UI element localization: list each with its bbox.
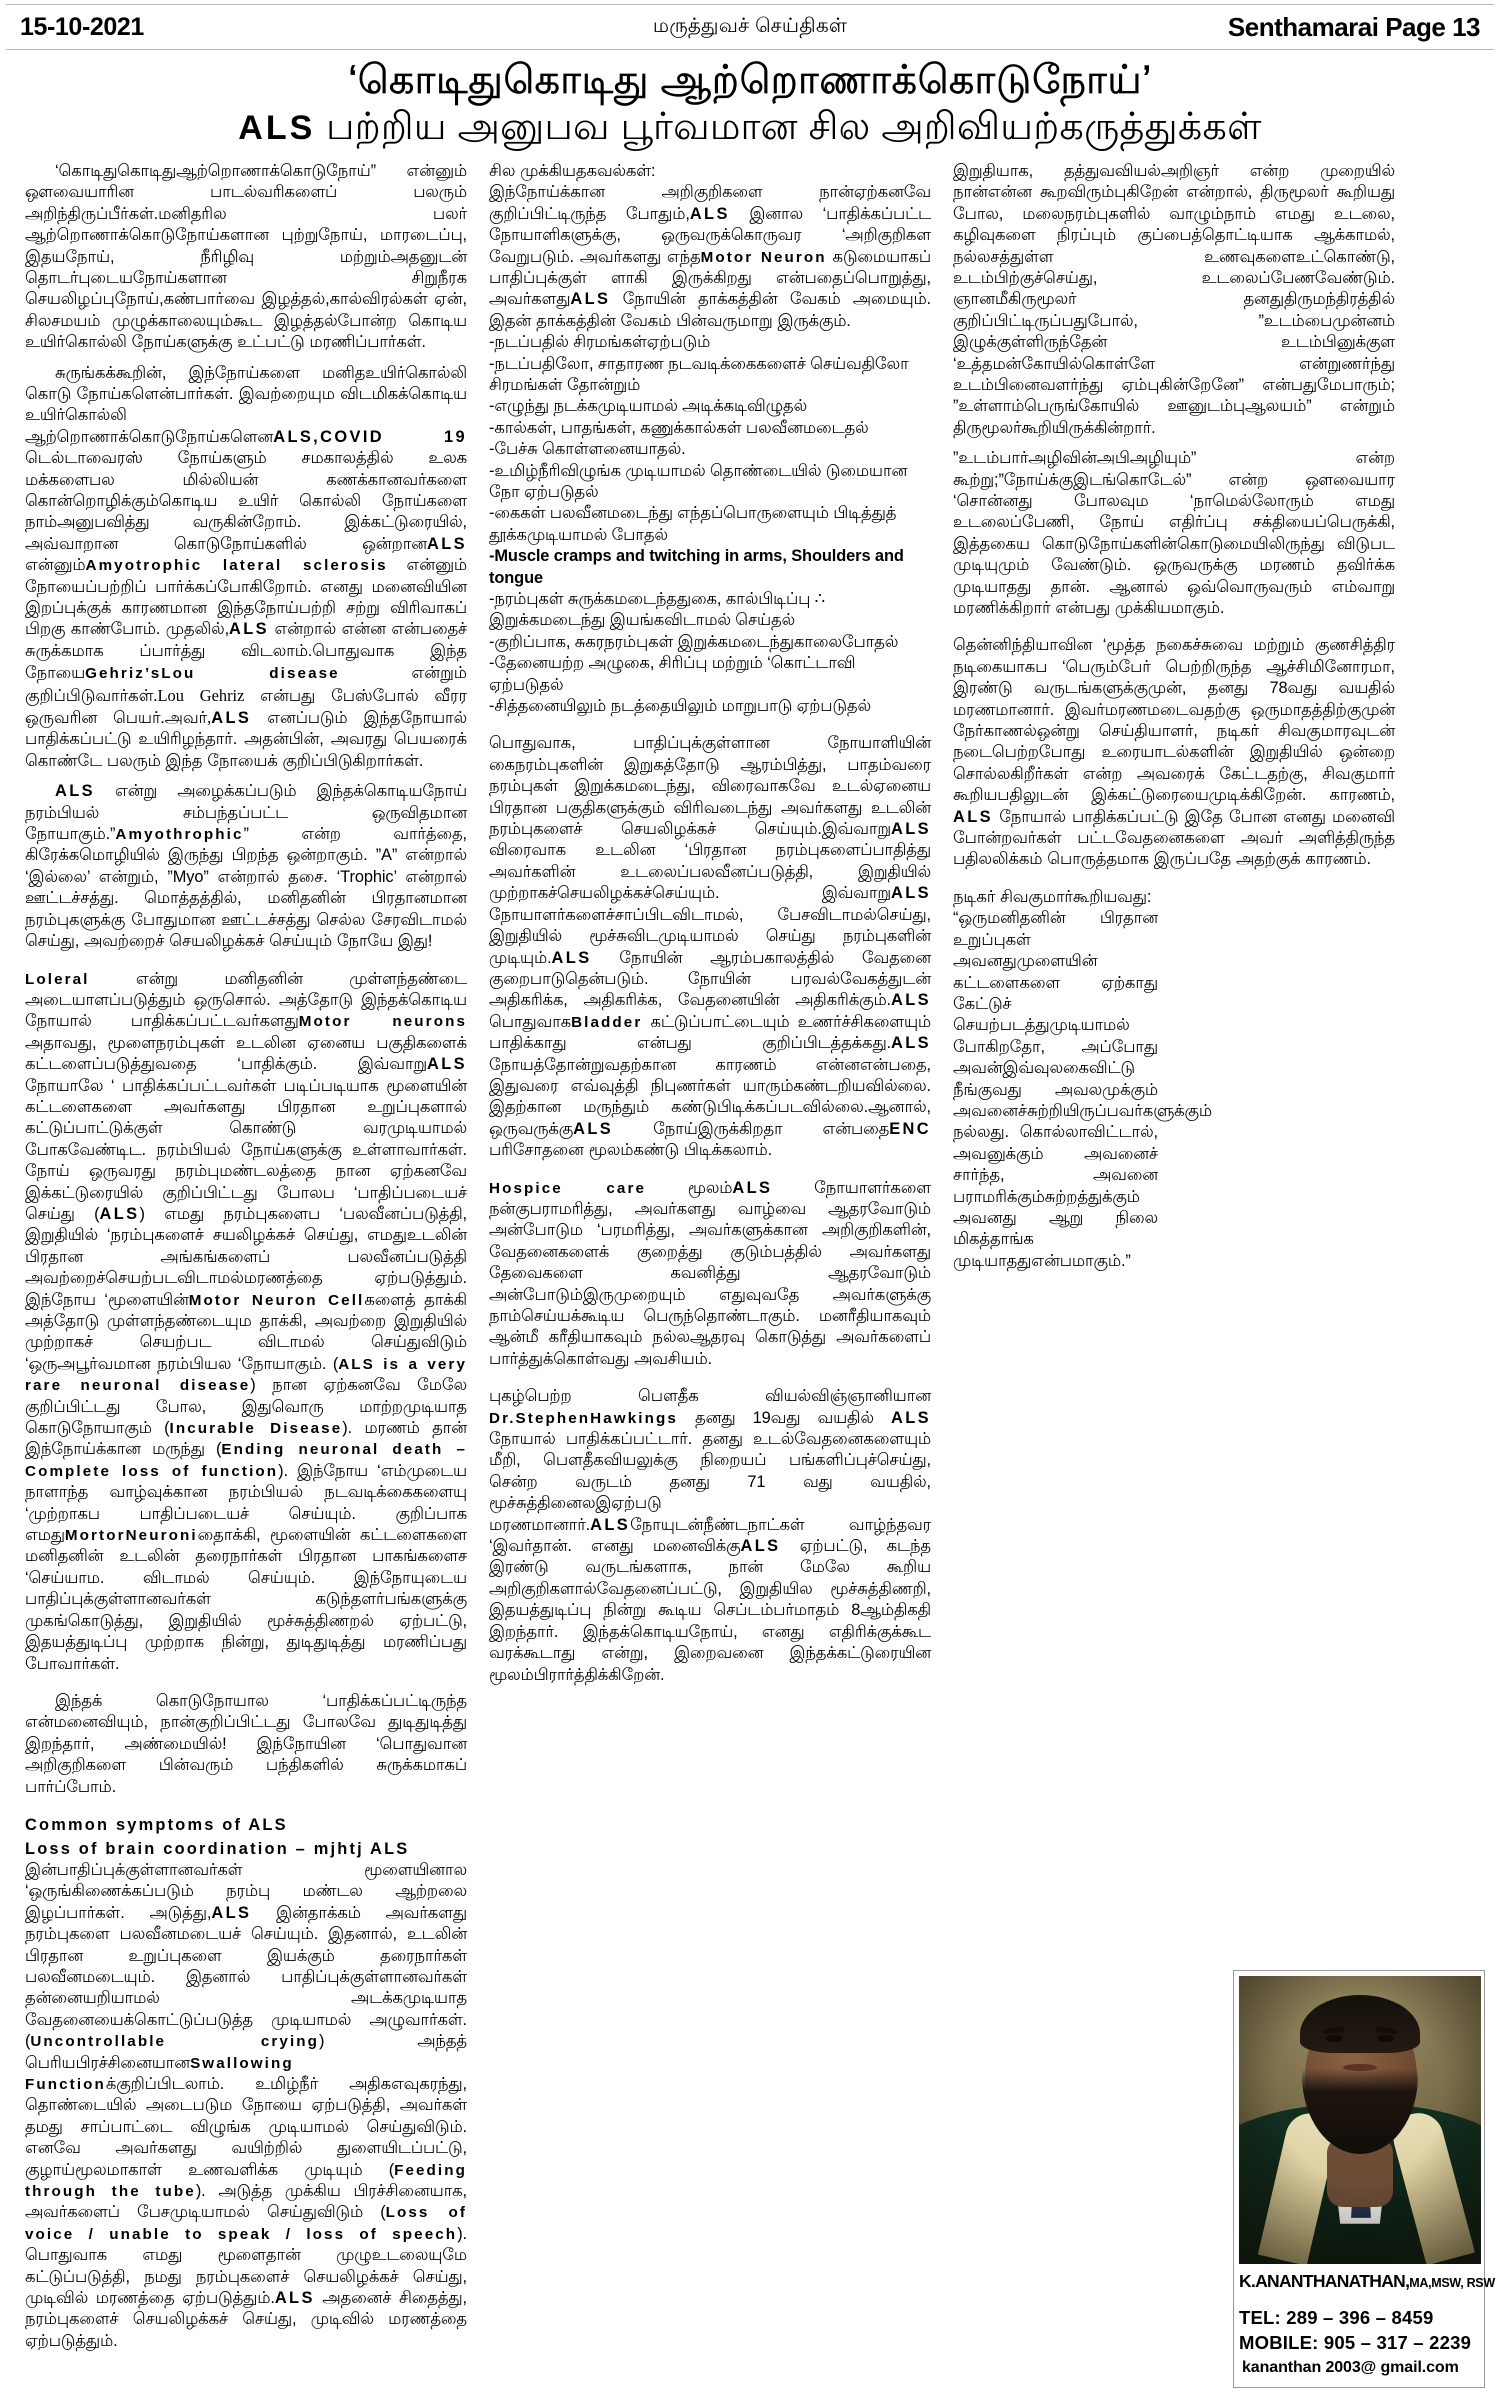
paragraph-text: இன்தாக்கம் அவர்களது நரம்புகளை பலவீனமடையச் செய்யும். இதனால், உடலின் பிரதான உறுப்புகளை இயக்கும் தரைநார்கள் பலவீனமடையும். இதனால் பாதிப்புக்குள்ளானவர்கள் தன்னையறியாமல் அடக்கமுடியாத வேதனையைக்கொட்டுப்படுத்த முடியாமல் அழுவார்கள். ( [25, 1903, 467, 2051]
inline-english: Ending neuronal death – Complete loss of function [25, 1441, 467, 1480]
paragraph-text: நோயால் பாதிக்கப்பட்டார். தனது உடல்வேதனைகளையும் மீறி, பௌதீகவியலுக்கு நிறையப் பங்களிப்புச்செய்து, சென்ற வருடம் தனது 71 வது வயதில், மூச்சுத்தினைலஇஏற்படு மரணமானார். [489, 1430, 931, 1534]
inline-english: ALS [427, 1055, 467, 1074]
paragraph-text: ). பொதுவாக எமது மூளைதான் முழுஉடலையுமே கட்டுப்படுத்தி, நமது நரம்புகளைச் செயலிழக்கச் செய்து, முடிவில் மரணத்தை ஏற்படுத்தும். [25, 2224, 467, 2308]
inline-english: Gehriz’sLou disease [85, 665, 340, 683]
paragraph-text: டெல்டாவைரஸ் நோய்களும் சமகாலத்தில் உலக மக்களைபல மில்லியன் கணக்கானவர்களை கொன்றொழிக்கும்கொடிய உயிர் கொல்லி நோய்களை நாம்அனுபவித்து வருகின்றோம். இக்கட்டுரையில், அவ்வாறான கொடுநோய்களில் ஒன்றான [25, 449, 467, 553]
paragraph-text: நோயத்தோன்றுவதற்கான காரணம் என்னஎன்பதை, இதுவரை எவ்வுத்தி நிபுணர்கள் யாரும்கண்டறியவில்லை. இதற்கான மருந்தும் கண்டுபிடிக்கப்படவில்லை.ஆனால், ஒருவருக்கு [489, 1055, 931, 1138]
author-name [1239, 2271, 1495, 2292]
paragraph [953, 635, 1395, 870]
paragraph [25, 781, 467, 952]
inline-english: MortorNeuroni [64, 1527, 198, 1545]
paragraph-text: என்றும் குறிப்பிடுவார்கள்.Lou Gehriz என்பது பேஸ்போல் வீரர ஒருவரின பெயர்.அவர், [25, 663, 467, 728]
paragraph-text: நோயாலே ‘ பாதிக்கப்பட்டவர்கள் படிப்படியாக மூளையின் கட்டளைகளை அவர்களது பிரதான உறுப்புகளால் கட்டுப்பாட்டுக்குள் கொண்டு வரமுடியாமல் போகவேண்டிட. நரம்பியல் நோய்களுக்கு உள்ளாவார்கள். நோய் ஒருவரது நரம்புமண்டலத்தை நான ஏற்கனவே இக்கட்டுரையில் குறிப்பிட்டது போலப ‘பாதிப்படையச் செய்து ( [25, 1076, 467, 1223]
paragraph-text: ‘கொடிதுகொடிதுஆற்றொணாக்கொடுநோய்” என்னும் ஔவையாரின பாடல்வரிகளைப் பலரும் அறிந்திருப்பீர்கள்.மனிதரில பலர் ஆற்றொணாக்கொடுநோய்களான புற்றுநோய், மாரடைப்பு, இதயநோய், நீரிழிவு மற்றும்அதனுடன் தொடர்புடையநோய்களான சிறுநீரக செயலிழப்புநோய்,கண்பார்வை இழத்தல்,கால்விரல்கள் ஏன், சிலசமயம் முழுக்காலையும்கூட இழத்தல்போன்ற கொடிய உயிர்கொல்லி நோய்களுக்கு உட்பட்டு மரணிப்பார்கள். [25, 161, 467, 352]
intro-line: சில முக்கியதகவல்கள்: [489, 161, 656, 180]
symptom-list [489, 332, 931, 717]
inline-english-stephen-hawking: Dr.StephenHawkings [489, 1409, 678, 1427]
inline-english: ALS [891, 820, 931, 839]
column-1 [16, 161, 476, 2352]
paragraph-text: தென்னிந்தியாவின ‘மூத்த நகைச்சுவை மற்றும் குணசித்திர நடிகையாகப ‘பெரும்பேர் பெற்றிருந்த ஆச்சிமினோரமா, இரண்டு வருடங்களுக்குமுன், தனது 78வது வயதில் மரணமானார். இவர்மரணமடைவதற்கு ஒருமாதத்திற்குமுன் நேர்காணல்ஒன்று செய்தியாளர், நடிகர் சிவகுமாரவுடன் நடைபெற்றபோது உரையாடல்களின் இறுதியில் ஒன்றை சொல்லகிறீர்கள் என்ற அவரைக் கேட்டதற்கு, சிவகுமார் கூறியபதிலுடன் இக்கட்டுரையைமுடிக்கிறேன். காரணம், [953, 636, 1395, 805]
paragraph-text: இனால ‘பாதிக்கப்பட்ட நோயாளிகளுக்கு, ஒருவருக்கொருவர ‘அறிகுறிகள வேறுபடும். அவர்களது எந்த [489, 204, 931, 266]
headline-line-1: ‘கொடிதுகொடிது ஆற்றொணாக்கொடுநோய்’ [348, 58, 1152, 102]
paragraph-text: நோய்இருக்கிறதா என்பதை [613, 1119, 890, 1138]
paragraph-text: என்றால் என்ன என்பதைச் சுருக்கமாக ப்பார்த்து விடலாம்.பொதுவாக இந்த நோயை [25, 620, 468, 683]
paragraph-text: நோயாளர்களைச்சாப்பிடவிடாமல், பேசவிடாமல்செய்து, இறுதியில் மூச்சுவிடமுடியாமல் செய்து நரம்புகளின் முடியும். [489, 905, 931, 967]
inline-english: Motor neurons [298, 1013, 467, 1031]
paragraph-text: அதாவது, மூளைநரம்புகள் உடலின ஏனைய பகுதிகளைக் கட்டளைப்படுத்துவதை ‘பாதிக்கும். இவ்வாறு [25, 1033, 467, 1074]
masthead-section: மருத்துவச் செய்திகள் [652, 14, 848, 37]
list-item: -நரம்புகள் சுருக்கமடைந்ததுகை, கால்பிடிப்பு ∴ இறுக்கமடைந்து இயங்கவிடாமல் செய்தல் [489, 590, 825, 630]
section-heading-common-symptoms: Common symptoms of ALS [25, 1815, 288, 1834]
paragraph-hawking [489, 1386, 931, 1686]
photo-vignette [1239, 1976, 1481, 2264]
inline-english: ALS [229, 620, 270, 639]
inline-english: ALS,COVID 19 [273, 427, 467, 446]
author-telephone[interactable]: TEL: 289 – 396 – 8459 [1239, 2307, 1434, 2328]
paragraph-text: பரிசோதனை மூலம்கண்டு பிடிக்கலாம். [489, 1141, 773, 1160]
section-heading-hospice-care: Hospice care [489, 1179, 647, 1197]
masthead-publication: Senthamarai Page 13 [1227, 11, 1480, 42]
paragraph [489, 182, 931, 332]
inline-english: Uncontrollable crying [30, 2033, 320, 2051]
paragraph-text: இந்தக் கொடுநோயால ‘பாதிக்கப்பட்டிருந்த என்மனைவியும், நான்குறிப்பிட்டது போலவே துடிதுடித்து இறந்தார், அண்மையில்! இந்நோயின ‘பொதுவான அறிகுறிகளை பின்வரும் பந்திகளில் சுருக்கமாகப் பார்ப்போம். [25, 1691, 467, 1796]
inline-english: ALS [274, 2289, 315, 2308]
paragraph-text: நோயால் பாதிக்கப்பட்டு இதே போன எனது மனைவி போன்றவர்கள் பட்டவேதனைகளை அவர் அளித்திருந்த பதிலலிக்கம் பொருத்தமாக இருப்பதே அதற்குக் காரணம். [953, 807, 1395, 869]
author-card [1233, 1970, 1495, 2388]
inline-english: ALS [211, 1903, 252, 1922]
masthead [6, 4, 1494, 50]
paragraph-text: ) அந்தத் பெரியபிரச்சினையான [25, 2032, 467, 2072]
headline-line-2-text: பற்றிய அனுபவ பூர்வமான சில அறிவியற்கருத்துக்கள் [315, 105, 1262, 148]
paragraph-text: பொதுவாக [489, 1012, 572, 1031]
inline-english: ENC [889, 1119, 931, 1138]
paragraph [25, 161, 467, 354]
paragraph [953, 161, 1395, 439]
author-contact [1239, 2305, 1479, 2380]
inline-english: ALS [427, 534, 467, 553]
list-item: -கைகள் பலவீனமடைந்து எந்தப்பொருளையும் பிடித்துத் தூக்கமுடியாமல் போதல் [489, 504, 897, 544]
paragraph [25, 969, 467, 1675]
paragraph-text: நோயாளர்களை நன்குபராமரித்து, அவர்களது வாழ்வை ஆதரவோடும் அன்போடும ‘பரமரித்து, அவர்களுக்கான அறிகுறிகளின், வேதனைகளைக் குறைத்து குடும்பத்தில் அவர்களது தேவைகளை கவனித்து ஆதரவோடும் அன்போடும்இருமுறையும் எதுவுவதே அவர்களுக்கு நாம்செய்யக்கூடிய பெருந்தொண்டாகும். மனரீதியாகவும் ஆன்மீ கரீதியாகவும் நல்லஆதரவு கொடுத்து அவர்களைப் பார்த்துக்கொள்வது அவசியம். [489, 1178, 931, 1368]
author-photo [1239, 1976, 1481, 2264]
inline-english: ALS [99, 1204, 140, 1223]
headline-block [0, 50, 1500, 153]
paragraph-text: ”உடம்பார்அழிவின்அபிஅழியும்” என்ற கூற்று; [953, 449, 1395, 489]
paragraph-text: ) எமது நரம்புகளைப ‘பலவீனப்படுத்தி, இறுதியில் ‘நரம்புகளைச் சயலிழக்கச் செய்து, எமதுஉடலின் பிரதான அங்கங்களைப் பலவீனப்படுத்தி அவற்றைச்செயற்படவிடாமல்மரணத்தை ஏற்படுத்தும். இந்நோய ‘மூளையின் [25, 1204, 467, 1309]
inline-english: Motor Neuron [700, 248, 827, 266]
paragraph-quote: “ஒருமனிதனின் பிரதான உறுப்புகள் அவனதுமுளையின் கட்டளைகளை ஏற்காது கேட்டுச் செயற்படத்துமுடியாமல் போகிறதோ, அப்போது அவன்இவ்வுலகைவிட்டு நீங்குவது அவலமுக்கும் அவனைச்சுற்றியிருப்பவர்களுக்கும் நல்லது. கொல்லாவிட்டால், அவனுக்கும் அவனைச் சார்ந்த, அவனை பராமரிக்கும்சுற்றத்துக்கும் அவனது ஆறு நிலை மிகத்தாங்க முடியாததுஎன்பமாகும்.” [953, 909, 1212, 1270]
inline-english: ALS [891, 1408, 931, 1427]
paragraph-text: சுருங்கக்கூறின், இந்நோய்களை மனிதஉயிர்கொல்லி கொடு நோய்களென்பார்கள். இவற்றையும விடமிகக்கொடிய உயிர்கொல்லி ஆற்றொணாக்கொடுநோய்களென [25, 363, 467, 446]
inline-english: ALS [953, 807, 993, 826]
paragraph [25, 1691, 467, 1798]
paragraph-text: என்னும் [25, 556, 86, 575]
paragraph-text: என்னும் நோயைப்பற்றிப் பார்க்கப்போகிறோம். எனது மனைவியின இறப்புக்குக் காரணமான இந்தநோய்பற்றி சற்று விரிவாகப் பிறகு காண்போம். முதலில், [25, 556, 467, 639]
paragraph-text: தைாக்கி, மூளையின் கட்டளைகளை மனிதனின் உடலின் தரைநார்கள் பிரதான பாகங்களைச ‘செய்யாம. விடாமல் செய்யும். இந்நோயுடைய பாதிப்புக்குள்ளானவர்கள் கடுந்தளர்பங்களுக்கு முகங்கொடுத்து, இறுதியில் மூச்சுத்திணறல் ஏற்பட்டு, இதயத்துடிப்பு முற்றாக நின்று, துடிதுடித்து மரணிப்பது போவார்கள். [25, 1526, 467, 1673]
column-3 [944, 161, 1404, 1272]
paragraph-text: என்று அழைக்கப்படும் இந்தக்கொடியநோய் நரம்பியல் சம்பந்தப்பட்ட ஒருவிதமான நோயாகும்.” [25, 782, 467, 844]
paragraph-text: கடுமையாகப் பாதிப்புக்குள் ளாகி இருக்கிறது என்பதைப்பொறுத்து, அவர்களது [489, 247, 931, 309]
inline-english: ALS [590, 1515, 631, 1534]
paragraph-text: இறுதியாக, தத்துவவியல்அறிஞர் என்ற முறையில் நான்என்ன கூறவிரும்புகிறேன் என்றால், திருமூலர் கூறியது போல, மலைநரம்புகளில் வாழும்நாம் எமது உடலை, கழிவுகளை நிரப்பும் குப்பைத்தொட்டியாக ஆக்காமல், நல்லசத்துள்ள உணவுகளைஉட்கொண்டு, உடம்பிற்குச்செய்து, உடலைப்பேணவேண்டும். ஞானமீகிருமூலர் தனதுதிருமந்திரத்தில் குறிப்பிட்டிருப்பதுபோல், ”உடம்பைமுன்னம் இழுக்குள்ளிருந்தேன் உடம்பினுக்குள ‘உத்தமன்கோயில்கொள்ளே என்றுணர்ந்து உடம்பினைவளர்ந்து ஏம்புகின்றேனே” என்பதுமேபாரும்; ”உள்ளாம்பெருங்கோயில் ஊனுடம்புஆலயம்” என்றும் திருமூலர்கூறியிருக்கின்றார். [953, 161, 1395, 437]
inline-english: Incurable Disease [169, 1420, 343, 1438]
paragraph-text: இந்நோய்க்கான அறிகுறிகளை நான்ஏற்கனவே குறிப்பிட்டிருந்த போதும், [489, 183, 931, 223]
inline-english: ALS [891, 884, 931, 903]
headline-line-2 [40, 105, 1460, 149]
paragraph-text: பொதுவாக, பாதிப்புக்குள்ளான நோயாளியின் கைநரம்புகளின் இறுகத்தோடு ஆரம்பித்து, பாதம்வரை நரம்புகள் இறுக்கமடைந்து, விரைவாகவே உடல்ஏனைய பிரதான பகுதிகளுக்கும் விரிவடைந்து அவர்களது உடலின் நரம்புகளைச் செயலிழக்கச் செய்யும்.இவ்வாறு [489, 734, 931, 839]
inline-english: ALS [211, 709, 252, 728]
inline-english: Amyothrophic [115, 826, 244, 844]
author-email[interactable]: kananthan 2003@ gmail.com [1242, 2359, 1459, 2376]
paragraph-text: எனப்படும் இந்தநோயால் பாதிக்கப்பட்டு உயிரிழந்தார். அதன்பின், அவரது பெயரைக் கொண்டே பலரும் இந்த நோயைக் குறிப்பிடுகிறார்கள். [25, 709, 467, 770]
paragraph-text: என்று மனிதனின் முள்ளந்தண்டை அடையாளப்படுத்தும் ஒருசொல். அத்தோடு இந்தக்கொடிய நோயால் பாதிக்கப்பட்டவர்களது [25, 969, 467, 1031]
list-item-english: -Muscle cramps and twitching in arms, Shoulders and tongue [489, 547, 904, 587]
paragraph-text: நோயின் தாக்கத்தின் வேகம் அமையும். இதன் தாக்கத்தின் வேகம் பின்வருமாறு இருக்கும். [489, 290, 931, 330]
inline-english: ALS [891, 1034, 931, 1053]
inline-english: Amyotrophic lateral sclerosis [85, 557, 388, 575]
paragraph [489, 733, 931, 1161]
paragraph-text: ). மரணம் தான் இந்நோய்க்கான மருந்து ( [25, 1419, 467, 1459]
inline-english: ALS [573, 1119, 614, 1138]
inline-english: Feeding through the tube [25, 2161, 467, 2201]
inline-english: Loleral [25, 970, 90, 988]
list-item: -எழுந்து நடக்கமுடியாமல் அடிக்கடிவிழுதல் [489, 397, 807, 416]
paragraph-text: ” என்ற வார்த்தை, கிரேக்கமொழியில் இருந்து பிறந்த ஒன்றாகும். ”A” என்றால் ‘இல்லை’ என்றும், ”Myo” என்றால் தசை. ‘Trophic’ என்றால் ஊட்டச்சத்து. மொத்தத்தில், மனிதனின் பிரதானமான நரம்புகளுக்கு போதுமான ஊட்டச்சத்து செல்ல சேரவிடாமல் செய்து, அவற்றைச் செயலிழக்கச் செய்யும் நோயே இது! [25, 825, 467, 951]
paragraph-text: நோயுடன்நீண்டநாட்கள் வாழ்ந்தவர ‘இவர்தான். எனது மனைவிக்கு [489, 1515, 931, 1556]
paragraph-text: இன்பாதிப்புக்குள்ளானவர்கள் மூளையினால ‘ஒருங்கிணைக்கப்படும் நரம்பு மண்டல ஆற்றலை இழப்பார்கள். அடுத்து, [25, 1860, 467, 1922]
newspaper-page [0, 4, 1500, 2404]
paragraph-text: புகழ்பெற்ற பௌதீக வியல்விஞ்ஞானியான [489, 1387, 931, 1406]
paragraph-text: களைத் தாக்கி அத்தோடு முள்ளந்தண்டையும தாக்கி, அவற்றை இறுதியில் முற்றாகச் செயற்பட விடாமல் செய்துவிடும் ‘ஒருஅபூர்வமான நரம்பியல ‘நோயாகும். ( [25, 1290, 467, 1373]
inline-english: ALS [891, 991, 931, 1010]
list-item: -நடப்பதிலோ, சாதாரண நடவடிக்கைகளைச் செய்வதிலோ சிரமங்கள் தோன்றும் [489, 354, 909, 394]
inline-english: Loss of voice / unable to speak / loss of speech [25, 2204, 467, 2243]
paragraph-hospice-care [489, 1178, 931, 1371]
inline-english: ALS [55, 782, 95, 801]
paragraph-text: மூலம் [646, 1178, 733, 1197]
paragraph-text: ). அடுத்த முக்கிய பிரச்சினையாக, அவர்களைப் பேசமுடியாமல் செய்துவிடும் ( [25, 2182, 467, 2222]
paragraph [25, 363, 467, 773]
inline-english: ALS [570, 290, 611, 309]
inline-english: ALS [551, 948, 592, 967]
inline-english: ALS is a very rare neuronal disease [25, 1355, 467, 1395]
author-degrees: MA,MSW, RSW [1409, 2276, 1495, 2290]
paragraph-text: விரைவாக உடலின ‘பிரதான நரம்புகளைப்பாதித்து அவர்களின் உடலைப்பலவீனப்படுத்தி, இறுதியில் முற்றாகச்செயலிழக்கச்செய்யும். இவ்வாறு [489, 841, 931, 903]
list-item: -உமிழ்நீரிவிழுங்க முடியாமல் தொண்டையில் டுமையான நோ ஏற்படுதல் [489, 461, 908, 501]
inline-english: ALS [732, 1178, 773, 1197]
paragraph [953, 448, 1395, 619]
paragraph-text: ). இந்நோய ‘எம்முடைய நாளாந்த வாழ்வுக்கான நரம்பியல் நடவடிக்கைகளையு ‘முற்றாகப பாதிப்படையச் செய்யும். குறிப்பாக எமது [25, 1461, 467, 1545]
paragraph-text: ஏற்பட்டு, கடந்த இரண்டு வருடங்களாக, நான் மேலே கூறிய அறிகுறிகளால்வேதனைப்பட்டு, இறுதியில மூச்சுத்திணறி, இதயத்துடிப்பு நின்று கூடிய செப்டம்பர்மாதம் 8ஆம்திகதி இறந்தார். இந்தக்கொடியநோய், எனது எதிரிக்குக்கூட வரக்கூடாது என்று, இறைவனை இந்தக்கட்டுரையின மூலம்பிரார்த்திக்கிறேன். [489, 1537, 931, 1684]
list-item: -நடப்பதில் சிரமங்கள்ஏற்படும் [489, 333, 711, 352]
paragraph-text: தனது 19வது வயதில் [677, 1408, 874, 1427]
list-item: -கால்கள், பாதங்கள், கணுக்கால்கள் பலவீனமடைதல் [489, 418, 869, 437]
column-2 [480, 161, 940, 1686]
quote-attribution: நடிகர் சிவகுமார்கூறியவது: [953, 887, 1152, 906]
inline-english: Bladder [571, 1013, 643, 1031]
paragraph-text: ”நோய்க்குஇடங்கொடேல்” என்ற ஔவையார ‘சொன்னது போலவும ‘நாமெல்லோரும் எமது உடலைப்பேணி, நோய் எதிர்ப்பு சக்தியைப்பெருக்கி, இத்தகைய கொடுநோய்களின்கொடுமையிலிருந்து விடுபட முடியுமும் வேண்டும். ஒருவருக்கு மரணம் தவிர்க்க முடியாதது தான். ஆனால் ஒவ்வொருவரும் எம்வாறு மரணிக்கிறார் என்பது முக்கியமாகும். [953, 470, 1395, 617]
section-heading-loss-of-brain-coordination: Loss of brain coordination – mjhtj ALS [25, 1839, 410, 1858]
paragraph-text: ) நான ஏற்கனவே மேலே குறிப்பிட்டது போல, இதுவொரு மாற்றமுடியாத கொடுநோயாகும் ( [25, 1376, 467, 1438]
paragraph-text: நோயின் ஆரம்பகாலத்தில் வேதனை குறைபாடுதென்படும். நோயின் பரவல்வேகத்துடன் அதிகரிக்க, அதிகரிக்க, வேதனையின் அதிகரிக்கும். [489, 948, 931, 1010]
paragraph-text: கட்டுப்பாட்டையும் உணர்ச்சிகளையும் பாதிக்காது என்பது குறிப்பிடத்தக்கது. [489, 1012, 931, 1053]
inline-english: Swallowing Function [25, 2054, 294, 2093]
paragraph [25, 1860, 467, 2352]
masthead-date: 15-10-2021 [20, 12, 144, 41]
list-item: -தேனையற்ற அழுகை, சிரிப்பு மற்றும் ‘கொட்டாவி ஏற்படுதல் [489, 654, 856, 694]
paragraph-text: அதனைச் சிதைத்து, நரம்புகளைச் செயலிழக்கச் செய்து, முடிவில் மரணத்தை ஏற்படுத்தும். [25, 2289, 467, 2350]
inline-english: ALS [689, 204, 730, 223]
list-item: -சித்தனையிலும் நடத்தையிலும் மாறுபாடு ஏற்படுதல் [489, 697, 872, 716]
list-item: -பேச்சு கொள்ளனையாதல். [489, 440, 686, 459]
author-mobile[interactable]: MOBILE: 905 – 317 – 2239 [1239, 2332, 1472, 2353]
author-name-text: K.ANANTHANATHAN, [1239, 2271, 1410, 2291]
inline-english: ALS [740, 1537, 781, 1556]
paragraph-text: க்குறிப்பிடலாம். உமிழ்நீர் அதிகஎவுகரந்து, தொண்டையில் அடைபடும நோயை ஏற்படுத்தி, அவர்கள் தமது சாப்பாட்டை விழுங்க முடியாமல் செய்துவிடும். எனவே அவர்களது வயிற்றில் துளையிடப்பட்டு, குழாய்மூலமாகாள் உணவளிக்க முடியும் ( [25, 2075, 467, 2179]
list-item: -குறிப்பாக, சுகரநரம்புகள் இறுக்கமடைந்துகாலைபோதல் [489, 632, 899, 651]
inline-english: Motor Neuron Cell [188, 1291, 365, 1309]
headline-als-label: ALS [238, 108, 316, 147]
